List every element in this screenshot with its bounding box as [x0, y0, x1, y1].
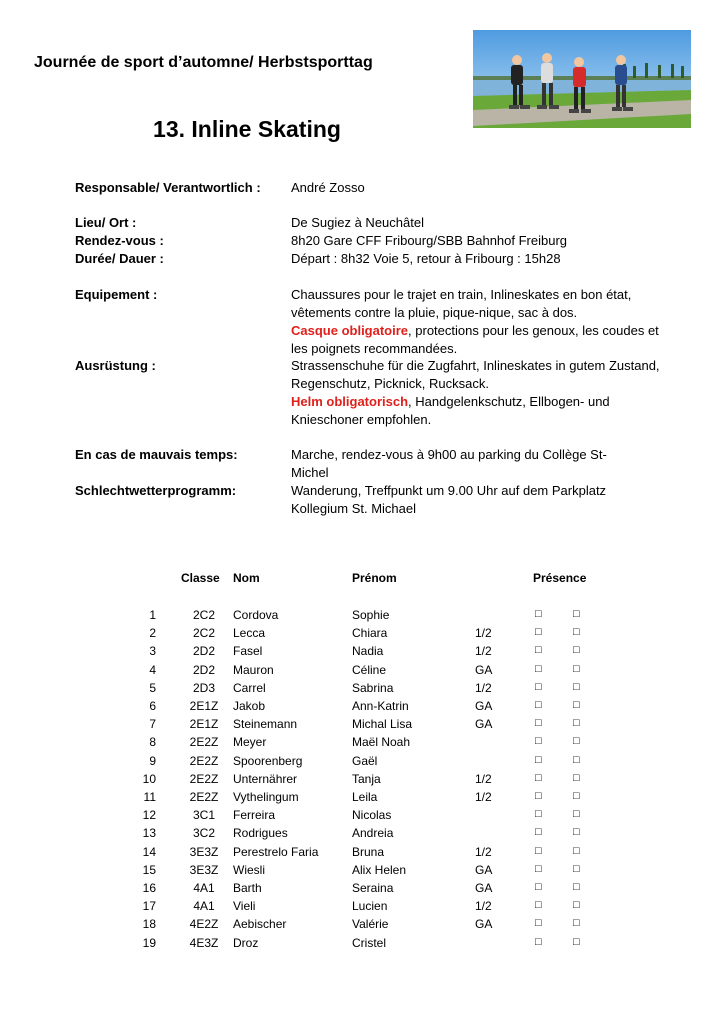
- row-abonnement: 1/2: [475, 626, 492, 641]
- row-prenom: Sophie: [352, 608, 390, 622]
- equipement-value: [291, 286, 661, 358]
- presence-checkbox-1[interactable]: □: [535, 771, 542, 784]
- row-abonnement: 1/2: [475, 844, 492, 859]
- row-classe: 2D3: [192, 680, 215, 695]
- row-prenom: Chiara: [352, 626, 388, 641]
- presence-checkbox-2[interactable]: □: [573, 753, 580, 766]
- row-prenom: Sabrina: [352, 680, 394, 695]
- row-abonnement: GA: [475, 662, 493, 677]
- presence-checkbox-2[interactable]: □: [573, 826, 580, 839]
- table-row: [0, 790, 724, 808]
- row-number: 6: [149, 699, 156, 713]
- row-number: 13: [142, 826, 156, 841]
- row-nom: Mauron: [233, 662, 274, 677]
- row-number: 4: [149, 662, 156, 677]
- presence-checkbox-1[interactable]: □: [535, 644, 542, 657]
- row-classe: 4A1: [193, 899, 215, 914]
- row-prenom: Seraina: [352, 881, 394, 895]
- row-prenom: Leila: [352, 790, 378, 804]
- presence-checkbox-2[interactable]: □: [573, 717, 580, 730]
- table-row: [0, 899, 724, 917]
- skaters-photo: [473, 30, 691, 128]
- row-classe: 2E1Z: [189, 699, 219, 713]
- presence-checkbox-1[interactable]: □: [535, 699, 542, 711]
- row-abonnement: GA: [475, 862, 493, 877]
- table-row: [0, 881, 724, 899]
- row-number: 15: [142, 862, 156, 877]
- main-title: 13. Inline Skating: [153, 116, 341, 142]
- duree-label: Durée/ Dauer :: [75, 251, 164, 266]
- row-nom: Rodrigues: [233, 826, 288, 841]
- row-classe: 2E2Z: [189, 735, 219, 750]
- presence-checkbox-1[interactable]: □: [535, 790, 542, 802]
- presence-checkbox-2[interactable]: □: [573, 680, 580, 693]
- table-row: [0, 917, 724, 935]
- presence-checkbox-2[interactable]: □: [573, 935, 580, 948]
- row-classe: 3E3Z: [189, 844, 219, 859]
- presence-checkbox-2[interactable]: □: [573, 862, 580, 875]
- row-number: 16: [142, 881, 156, 895]
- row-nom: Cordova: [233, 608, 279, 622]
- equipement-text-2: , protections pour les genoux, les coudes et les poignets recommandées.: [291, 323, 659, 356]
- row-nom: Vieli: [233, 899, 256, 914]
- row-classe: 4E3Z: [189, 935, 219, 950]
- row-nom: Droz: [233, 935, 259, 950]
- presence-checkbox-2[interactable]: □: [573, 771, 580, 784]
- presence-checkbox-2[interactable]: □: [573, 790, 580, 802]
- row-classe: 2C2: [192, 626, 215, 641]
- presence-checkbox-2[interactable]: □: [573, 881, 580, 893]
- row-prenom: Michal Lisa: [352, 717, 413, 732]
- row-classe: 2D2: [192, 644, 215, 659]
- row-nom: Lecca: [233, 626, 266, 641]
- row-classe: 4E2Z: [189, 917, 219, 932]
- row-classe: 3C1: [192, 808, 215, 823]
- lieu-label: Lieu/ Ort :: [75, 215, 137, 230]
- row-prenom: Maël Noah: [352, 735, 411, 750]
- row-nom: Carrel: [233, 680, 266, 695]
- row-nom: Barth: [233, 881, 262, 895]
- row-prenom: Bruna: [352, 844, 385, 859]
- row-nom: Wiesli: [233, 862, 265, 877]
- presence-checkbox-1[interactable]: □: [535, 862, 542, 875]
- row-number: 12: [142, 808, 156, 823]
- presence-checkbox-1[interactable]: □: [535, 680, 542, 693]
- skaters-illustration: [473, 30, 691, 128]
- presence-checkbox-1[interactable]: □: [535, 881, 542, 893]
- row-number: 1: [149, 608, 156, 622]
- row-classe: 2E1Z: [189, 717, 219, 732]
- schlechtwetter-label: Schlechtwetterprogramm:: [75, 483, 237, 498]
- presence-checkbox-2[interactable]: □: [573, 899, 580, 912]
- row-number: 10: [142, 771, 156, 786]
- presence-checkbox-1[interactable]: □: [535, 917, 542, 930]
- row-classe: 2E2Z: [189, 790, 219, 804]
- presence-checkbox-1[interactable]: □: [535, 826, 542, 839]
- header-prenom: Prénom: [352, 571, 397, 585]
- row-nom: Unternährer: [233, 771, 298, 786]
- row-abonnement: 1/2: [475, 771, 492, 786]
- row-abonnement: GA: [475, 881, 493, 895]
- presence-checkbox-2[interactable]: □: [573, 917, 580, 930]
- row-abonnement: 1/2: [475, 790, 492, 804]
- presence-checkbox-2[interactable]: □: [573, 699, 580, 711]
- row-prenom: Andreia: [352, 826, 394, 841]
- presence-checkbox-1[interactable]: □: [535, 717, 542, 730]
- table-row: [0, 845, 724, 863]
- presence-checkbox-2[interactable]: □: [573, 644, 580, 657]
- row-prenom: Cristel: [352, 935, 387, 950]
- table-row: [0, 826, 724, 844]
- row-classe: 3C2: [192, 826, 215, 841]
- row-prenom: Alix Helen: [352, 862, 407, 877]
- ausruestung-text: Strassenschuhe für die Zugfahrt, Inlineskates in gutem Zustand, Regenschutz, Picknick, Rucksack.: [291, 358, 660, 391]
- table-row: [0, 644, 724, 662]
- ausruestung-text-2: , Handgelenkschutz, Ellbogen- und Knieschoner empfohlen.: [291, 394, 610, 427]
- presence-checkbox-1[interactable]: □: [535, 626, 542, 639]
- presence-checkbox-2[interactable]: □: [573, 662, 580, 675]
- responsable-label: Responsable/ Verantwortlich :: [75, 180, 261, 195]
- row-number: 17: [142, 899, 156, 914]
- presence-checkbox-2[interactable]: □: [573, 626, 580, 639]
- table-row: [0, 608, 724, 626]
- presence-checkbox-1[interactable]: □: [535, 735, 542, 748]
- table-row: [0, 754, 724, 772]
- presence-checkbox-1[interactable]: □: [535, 808, 542, 821]
- presence-checkbox-2[interactable]: □: [573, 735, 580, 748]
- presence-checkbox-1[interactable]: □: [535, 608, 542, 620]
- equipement-label: Equipement :: [75, 287, 158, 302]
- row-number: 14: [142, 844, 156, 859]
- table-row: [0, 663, 724, 681]
- row-nom: Aebischer: [233, 917, 287, 932]
- row-nom: Spoorenberg: [233, 753, 303, 768]
- row-prenom: Nicolas: [352, 808, 392, 823]
- duree-value: Départ : 8h32 Voie 5, retour à Fribourg : 15h28: [291, 251, 561, 266]
- ausruestung-label: Ausrüstung :: [75, 358, 156, 373]
- row-prenom: Nadia: [352, 644, 384, 659]
- presence-checkbox-2[interactable]: □: [573, 608, 580, 620]
- header-title: Journée de sport d’automne/ Herbstsporttag: [34, 54, 373, 71]
- row-number: 18: [142, 917, 156, 932]
- rendez-vous-label: Rendez-vous :: [75, 233, 164, 248]
- row-number: 5: [149, 680, 156, 695]
- mauvais-temps-label: En cas de mauvais temps:: [75, 447, 238, 462]
- row-abonnement: GA: [475, 699, 493, 713]
- header-presence: Présence: [533, 571, 587, 585]
- presence-checkbox-1[interactable]: □: [535, 935, 542, 948]
- row-number: 11: [143, 790, 156, 804]
- row-abonnement: GA: [475, 717, 493, 732]
- rendez-vous-value: 8h20 Gare CFF Fribourg/SBB Bahnhof Freiburg: [291, 233, 568, 248]
- casque-obligatoire: Casque obligatoire: [291, 323, 409, 338]
- row-nom: Vythelingum: [233, 790, 299, 804]
- row-number: 8: [149, 735, 156, 750]
- helm-obligatorisch: Helm obligatorisch: [291, 394, 409, 409]
- presence-checkbox-1[interactable]: □: [535, 753, 542, 766]
- row-nom: Ferreira: [233, 808, 276, 823]
- lieu-value: De Sugiez à Neuchâtel: [291, 215, 424, 230]
- row-classe: 2D2: [192, 662, 215, 677]
- header-classe: Classe: [181, 571, 220, 585]
- table-row: [0, 863, 724, 881]
- row-classe: 2E2Z: [189, 753, 219, 768]
- row-prenom: Ann-Katrin: [352, 699, 409, 713]
- presence-checkbox-1[interactable]: □: [535, 844, 542, 857]
- row-prenom: Tanja: [352, 771, 381, 786]
- row-number: 3: [149, 644, 156, 659]
- responsable-value: André Zosso: [291, 180, 365, 195]
- table-row: [0, 735, 724, 753]
- row-number: 2: [149, 626, 156, 641]
- row-number: 7: [149, 717, 156, 732]
- table-row: [0, 699, 724, 717]
- row-prenom: Lucien: [352, 899, 388, 914]
- row-classe: 2C2: [192, 608, 215, 622]
- row-nom: Steinemann: [233, 717, 298, 732]
- schlechtwetter-value: Wanderung, Treffpunkt um 9.00 Uhr auf dem Parkplatz Kollegium St. Michael: [291, 483, 607, 516]
- row-abonnement: 1/2: [475, 644, 492, 659]
- table-row: [0, 808, 724, 826]
- row-number: 9: [149, 753, 156, 768]
- row-nom: Fasel: [233, 644, 263, 659]
- table-row: [0, 681, 724, 699]
- row-prenom: Céline: [352, 662, 387, 677]
- header-nom: Nom: [233, 571, 260, 585]
- presence-checkbox-1[interactable]: □: [535, 899, 542, 912]
- presence-checkbox-1[interactable]: □: [535, 662, 542, 675]
- row-nom: Jakob: [233, 699, 266, 713]
- table-row: [0, 626, 724, 644]
- equipement-text: Chaussures pour le trajet en train, Inlineskates en bon état, vêtements contre la pluie, pique-nique, sac à dos.: [291, 287, 632, 320]
- table-row: [0, 717, 724, 735]
- row-prenom: Valérie: [352, 917, 389, 932]
- row-nom: Meyer: [233, 735, 267, 750]
- row-prenom: Gaël: [352, 753, 378, 768]
- mauvais-temps-value: Marche, rendez-vous à 9h00 au parking du Collège St-Michel: [291, 447, 607, 480]
- presence-checkbox-2[interactable]: □: [573, 808, 580, 821]
- row-number: 19: [142, 935, 156, 950]
- row-abonnement: GA: [475, 917, 493, 932]
- row-classe: 2E2Z: [189, 771, 219, 786]
- row-abonnement: 1/2: [475, 680, 492, 695]
- row-abonnement: 1/2: [475, 899, 492, 914]
- table-row: [0, 772, 724, 790]
- row-classe: 4A1: [193, 881, 215, 895]
- row-classe: 3E3Z: [189, 862, 219, 877]
- row-nom: Perestrelo Faria: [233, 844, 319, 859]
- presence-checkbox-2[interactable]: □: [573, 844, 580, 857]
- ausruestung-value: [291, 357, 661, 429]
- table-row: [0, 936, 724, 954]
